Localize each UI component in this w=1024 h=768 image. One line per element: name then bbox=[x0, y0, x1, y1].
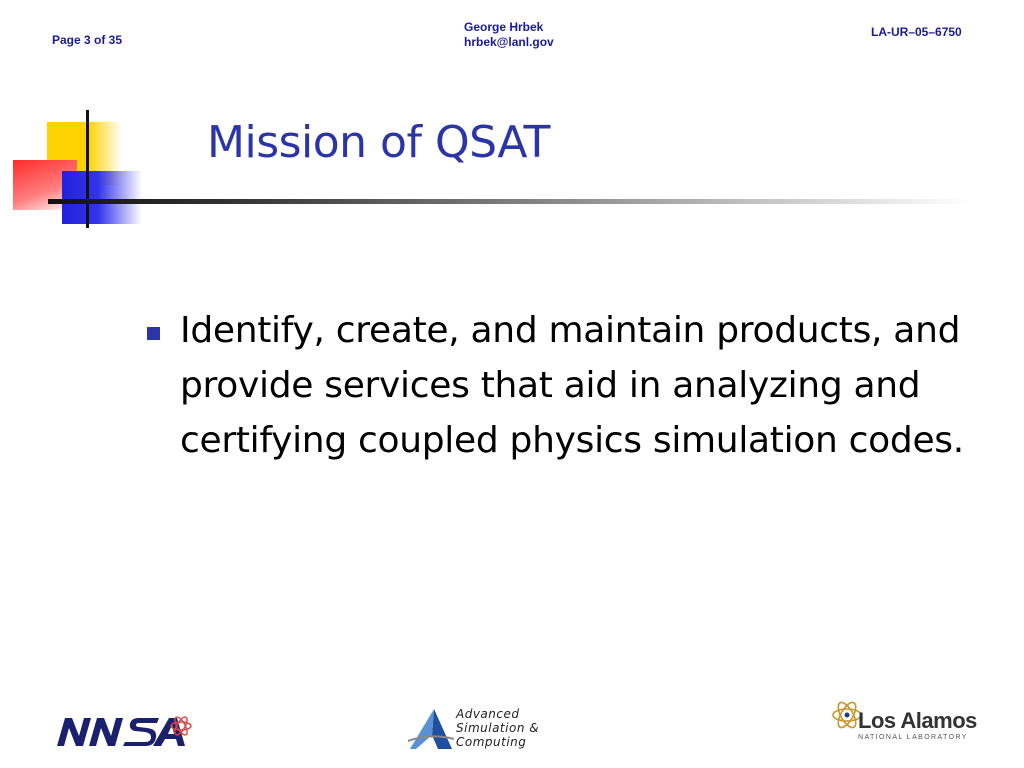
vertical-rule bbox=[86, 110, 89, 228]
nnsa-logo-graphic bbox=[55, 712, 195, 752]
page-number: Page 3 of 35 bbox=[52, 33, 123, 47]
lanl-name: Los Alamos bbox=[858, 708, 977, 733]
asc-logo-text bbox=[456, 707, 539, 749]
asc-logo bbox=[408, 705, 578, 755]
asc-line-2: Simulation & bbox=[456, 721, 540, 735]
author-name: George Hrbek bbox=[464, 20, 544, 34]
slide-title: Mission of QSAT bbox=[207, 117, 550, 168]
lanl-subtitle: NATIONAL LABORATORY bbox=[858, 734, 968, 741]
asc-logo-graphic bbox=[408, 705, 454, 753]
report-number: LA-UR–05–6750 bbox=[871, 25, 962, 39]
blue-square bbox=[62, 171, 142, 224]
lanl-logo-text bbox=[858, 709, 977, 742]
author-email: hrbek@lanl.gov bbox=[464, 35, 554, 49]
title-underline bbox=[48, 199, 968, 204]
asc-line-3: Computing bbox=[456, 735, 527, 749]
decorative-blocks bbox=[0, 0, 160, 240]
asc-line-1: Advanced bbox=[456, 707, 520, 721]
square-bullet-icon bbox=[147, 327, 160, 340]
nnsa-logo bbox=[55, 712, 195, 752]
author-block bbox=[464, 20, 554, 50]
lanl-logo bbox=[830, 695, 980, 750]
bullet-text: Identify, create, and maintain products, and provide services that aid in analyzing and certifying coupled physics simulation codes. bbox=[180, 310, 964, 461]
